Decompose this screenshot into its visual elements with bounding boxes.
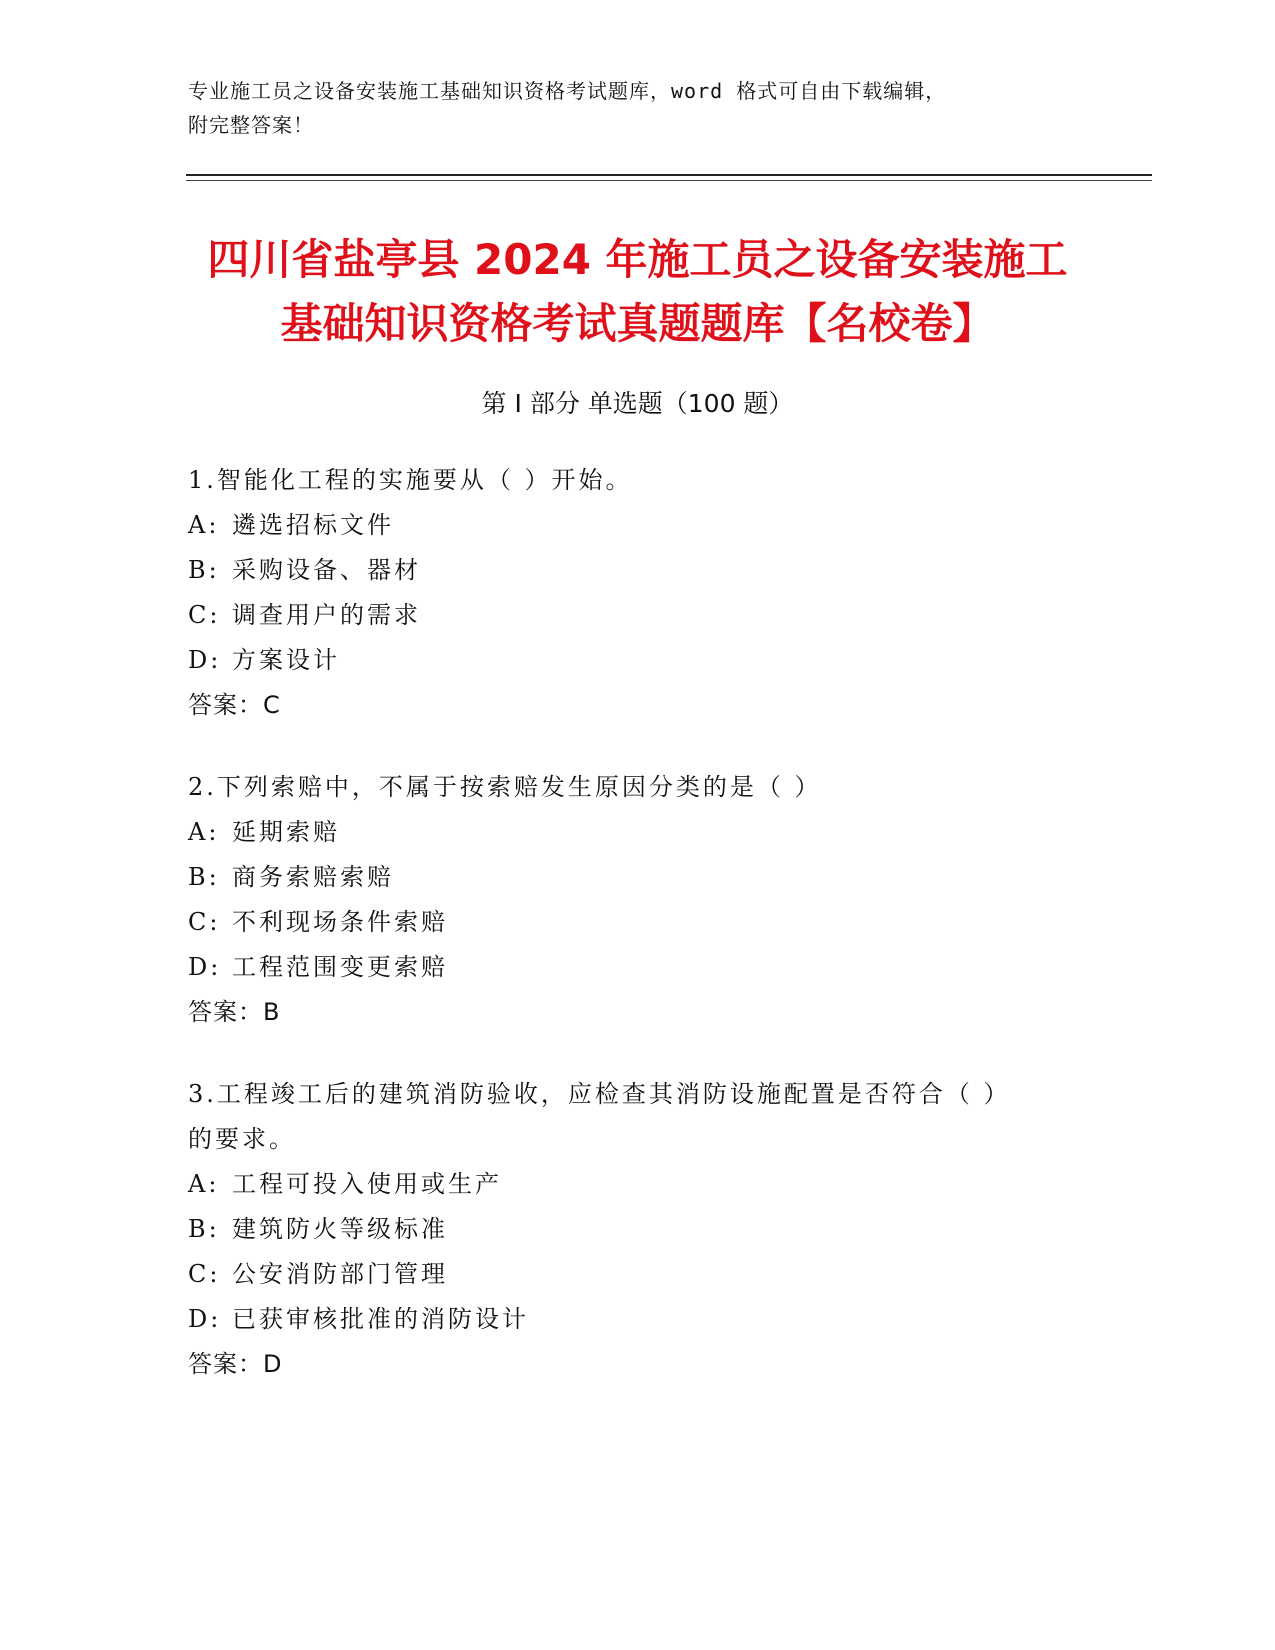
question-1 [188, 458, 1088, 728]
option-text: 遴选招标文件 [232, 511, 394, 539]
option-label: B: [188, 1215, 220, 1243]
answer: 答案：C [188, 691, 281, 719]
option-text: 商务索赔索赔 [232, 863, 394, 891]
option-label: C: [188, 908, 221, 936]
option-text: 已获审核批准的消防设计 [232, 1305, 529, 1333]
option-a [188, 1162, 1088, 1207]
option-text: 工程可投入使用或生产 [232, 1170, 502, 1198]
option-c [188, 593, 1088, 638]
option-b [188, 548, 1088, 593]
document-title-line-1: 四川省盐亭县 2024 年施工员之设备安装施工 [207, 235, 1068, 284]
option-text: 不利现场条件索赔 [232, 908, 448, 936]
option-text: 延期索赔 [232, 818, 340, 846]
option-label: D: [188, 646, 222, 674]
option-text: 建筑防火等级标准 [232, 1215, 448, 1243]
header-note-line-1: 专业施工员之设备安装施工基础知识资格考试题库，word 格式可自由下载编辑， [188, 79, 947, 103]
option-text: 公安消防部门管理 [232, 1260, 448, 1288]
option-label: A: [188, 818, 220, 846]
option-label: C: [188, 1260, 221, 1288]
option-text: 调查用户的需求 [232, 601, 421, 629]
header-divider-thick [186, 174, 1152, 176]
option-text: 工程范围变更索赔 [232, 953, 448, 981]
section-title: 第 I 部分 单选题（100 题） [481, 389, 794, 418]
question-3 [188, 1072, 1088, 1387]
option-label: A: [188, 511, 220, 539]
question-2 [188, 765, 1088, 1035]
option-c [188, 1252, 1088, 1297]
option-c [188, 900, 1088, 945]
question-stem: 1.智能化工程的实施要从（ ）开始。 [188, 466, 633, 494]
header-divider-thin [186, 180, 1152, 181]
option-label: D: [188, 1305, 222, 1333]
option-b [188, 1207, 1088, 1252]
header-note [188, 74, 1088, 142]
document-title-line-2: 基础知识资格考试真题题库【名校卷】 [280, 299, 995, 348]
answer: 答案：D [188, 1350, 283, 1378]
answer: 答案：B [188, 998, 281, 1026]
option-d [188, 945, 1088, 990]
question-stem: 2.下列索赔中，不属于按索赔发生原因分类的是（ ） [188, 773, 822, 801]
option-label: C: [188, 601, 221, 629]
option-label: D: [188, 953, 222, 981]
option-label: B: [188, 863, 220, 891]
option-d [188, 1297, 1088, 1342]
document-title [150, 228, 1125, 356]
question-stem-continued: 的要求。 [188, 1125, 296, 1153]
option-d [188, 638, 1088, 683]
option-text: 采购设备、器材 [232, 556, 421, 584]
option-a [188, 810, 1088, 855]
option-a [188, 503, 1088, 548]
header-note-line-2: 附完整答案！ [188, 113, 314, 137]
option-label: B: [188, 556, 220, 584]
option-text: 方案设计 [232, 646, 340, 674]
question-stem: 3.工程竣工后的建筑消防验收，应检查其消防设施配置是否符合（ ） [188, 1080, 1011, 1108]
option-b [188, 855, 1088, 900]
option-label: A: [188, 1170, 220, 1198]
